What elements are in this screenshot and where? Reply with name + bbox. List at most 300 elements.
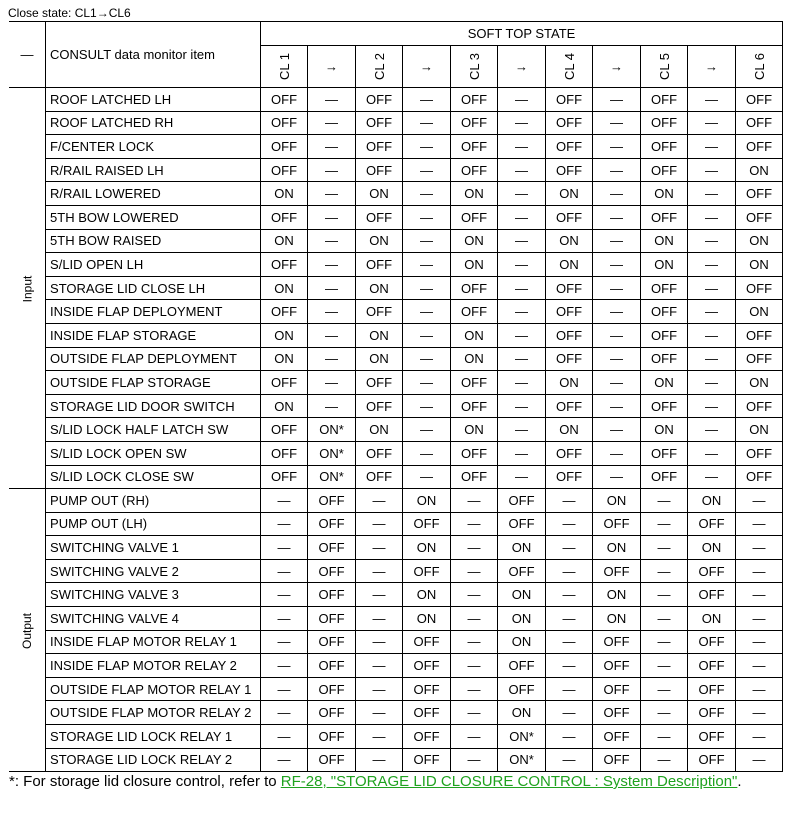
state-value-cell: — [688,111,736,135]
state-value-cell: OFF [356,205,403,229]
state-value-cell: — [308,276,356,300]
state-value-cell: — [736,512,783,536]
state-value-cell: — [546,630,593,654]
state-value-cell: OFF [261,111,308,135]
state-value-cell: — [641,630,688,654]
state-value-cell: ON [451,229,498,253]
state-value-cell: OFF [261,371,308,395]
state-value-cell: — [403,182,451,206]
state-value-cell: OFF [593,654,641,678]
state-value-cell: — [546,748,593,772]
state-value-cell: — [498,158,546,182]
state-value-cell: OFF [261,253,308,277]
state-value-cell: OFF [403,701,451,725]
state-value-cell: ON [546,182,593,206]
state-value-cell: OFF [546,88,593,112]
state-value-cell: — [356,489,403,513]
state-value-cell: — [403,347,451,371]
table-row [9,418,783,442]
state-value-cell: OFF [688,701,736,725]
state-value-cell: — [498,182,546,206]
state-value-cell: — [736,748,783,772]
state-value-cell: — [261,630,308,654]
monitor-item-name: F/CENTER LOCK [46,135,261,159]
state-value-cell: — [403,253,451,277]
state-value-cell: — [403,88,451,112]
state-value-cell: OFF [546,441,593,465]
state-value-cell: — [498,394,546,418]
state-value-cell: — [593,229,641,253]
table-row [9,394,783,418]
state-value-cell: OFF [641,276,688,300]
monitor-item-name: 5TH BOW LOWERED [46,205,261,229]
arrow-icon: → [515,59,529,74]
state-value-cell: OFF [308,701,356,725]
state-value-cell: — [308,253,356,277]
state-value-cell: — [261,654,308,678]
state-value-cell: — [356,536,403,560]
state-value-cell: — [688,158,736,182]
state-value-cell: — [308,300,356,324]
dash-header: — [9,22,46,88]
state-value-cell: ON [403,583,451,607]
state-value-cell: OFF [308,748,356,772]
state-column-header [356,46,403,88]
state-value-cell: ON [641,182,688,206]
state-value-cell: — [546,701,593,725]
state-value-cell: OFF [451,88,498,112]
table-row [9,489,783,513]
state-value-cell: — [261,583,308,607]
state-value-cell: OFF [641,465,688,489]
state-value-cell: ON [641,253,688,277]
state-value-cell: OFF [641,135,688,159]
state-value-cell: OFF [593,677,641,701]
state-value-cell: OFF [403,559,451,583]
state-value-cell: — [308,88,356,112]
state-value-cell: — [593,300,641,324]
state-value-cell: — [593,276,641,300]
state-value-cell: OFF [641,158,688,182]
state-value-cell: — [308,135,356,159]
table-row [9,536,783,560]
state-value-cell: ON [736,253,783,277]
monitor-item-name: ROOF LATCHED LH [46,88,261,112]
state-value-cell: ON [261,347,308,371]
state-value-cell: OFF [546,394,593,418]
state-value-cell: OFF [308,512,356,536]
arrow-icon: → [325,59,339,74]
monitor-item-name: PUMP OUT (LH) [46,512,261,536]
state-value-cell: — [356,630,403,654]
state-value-cell: OFF [498,677,546,701]
state-value-cell: — [688,253,736,277]
state-value-cell: — [688,441,736,465]
state-value-cell: — [308,205,356,229]
state-value-cell: — [736,489,783,513]
monitor-item-name: S/LID OPEN LH [46,253,261,277]
state-value-cell: — [403,394,451,418]
state-value-cell: — [641,748,688,772]
footnote [9,773,789,791]
system-description-link[interactable]: RF-28, "STORAGE LID CLOSURE CONTROL : System Description" [280,773,738,790]
state-value-cell: — [641,725,688,749]
state-value-cell: OFF [688,630,736,654]
state-value-cell: OFF [308,607,356,631]
table-row [9,111,783,135]
state-value-cell: — [451,654,498,678]
state-value-cell: ON [498,607,546,631]
state-value-cell: — [736,559,783,583]
state-value-cell: OFF [593,512,641,536]
state-value-cell: — [688,205,736,229]
state-value-cell: — [641,559,688,583]
monitor-item-name: INSIDE FLAP MOTOR RELAY 2 [46,654,261,678]
state-value-cell: — [498,111,546,135]
monitor-item-name: OUTSIDE FLAP MOTOR RELAY 1 [46,677,261,701]
item-header: CONSULT data monitor item [46,22,261,88]
state-value-cell: OFF [641,441,688,465]
state-value-cell: — [356,677,403,701]
state-label: CL 3 [466,53,482,80]
state-column-header [451,46,498,88]
state-column-header [736,46,783,88]
state-value-cell: — [498,135,546,159]
state-value-cell: ON [736,229,783,253]
state-value-cell: ON [641,229,688,253]
state-value-cell: — [736,536,783,560]
state-value-cell: — [498,347,546,371]
state-value-cell: — [546,725,593,749]
state-value-cell: OFF [308,677,356,701]
state-label: CL 4 [561,53,577,80]
state-value-cell: OFF [261,205,308,229]
state-value-cell: OFF [546,300,593,324]
state-value-cell: OFF [356,394,403,418]
transition-column-header [688,46,736,88]
state-value-cell: OFF [308,559,356,583]
state-value-cell: — [308,394,356,418]
state-value-cell: — [546,607,593,631]
state-value-cell: OFF [641,323,688,347]
state-value-cell: OFF [546,465,593,489]
state-value-cell: ON [688,489,736,513]
transition-column-header [308,46,356,88]
state-value-cell: — [641,677,688,701]
state-value-cell: — [403,229,451,253]
state-value-cell: ON [641,371,688,395]
state-value-cell: OFF [261,135,308,159]
state-value-cell: ON* [498,748,546,772]
state-value-cell: — [593,88,641,112]
state-value-cell: — [736,654,783,678]
state-value-cell: — [308,347,356,371]
arrow-icon: → [610,59,624,74]
arrow-icon: → [420,59,434,74]
state-value-cell: — [261,489,308,513]
state-value-cell: — [593,158,641,182]
state-value-cell: OFF [403,512,451,536]
state-value-cell: — [546,512,593,536]
table-row [9,725,783,749]
table-row [9,182,783,206]
state-value-cell: — [261,559,308,583]
state-value-cell: OFF [261,88,308,112]
monitor-item-name: R/RAIL RAISED LH [46,158,261,182]
state-value-cell: — [688,229,736,253]
state-value-cell: ON [451,347,498,371]
state-value-cell: ON [593,489,641,513]
state-value-cell: OFF [736,276,783,300]
state-value-cell: — [403,158,451,182]
transition-column-header [593,46,641,88]
state-value-cell: — [593,465,641,489]
state-value-cell: — [546,583,593,607]
monitor-item-name: STORAGE LID CLOSE LH [46,276,261,300]
consult-monitor-table [9,21,783,772]
state-value-cell: — [736,677,783,701]
monitor-item-name: OUTSIDE FLAP MOTOR RELAY 2 [46,701,261,725]
state-value-cell: OFF [593,748,641,772]
state-value-cell: ON* [498,725,546,749]
state-value-cell: — [356,559,403,583]
state-value-cell: — [641,654,688,678]
state-value-cell: — [593,371,641,395]
state-value-cell: — [451,512,498,536]
state-value-cell: — [546,489,593,513]
state-value-cell: OFF [736,394,783,418]
state-value-cell: — [403,371,451,395]
state-value-cell: — [356,512,403,536]
state-value-cell: OFF [736,323,783,347]
state-value-cell: OFF [308,489,356,513]
soft-top-state-header: SOFT TOP STATE [261,22,783,46]
state-value-cell: OFF [546,205,593,229]
state-value-cell: OFF [451,205,498,229]
state-value-cell: OFF [593,725,641,749]
state-value-cell: — [736,725,783,749]
state-label: CL 6 [751,53,767,80]
state-value-cell: — [403,135,451,159]
state-value-cell: — [356,748,403,772]
state-value-cell: OFF [641,300,688,324]
state-value-cell: OFF [451,371,498,395]
table-row [9,135,783,159]
state-value-cell: — [736,630,783,654]
state-value-cell: — [641,607,688,631]
state-value-cell: — [546,654,593,678]
state-value-cell: OFF [593,701,641,725]
state-value-cell: — [688,88,736,112]
state-value-cell: OFF [356,158,403,182]
state-value-cell: OFF [688,677,736,701]
state-value-cell: — [308,323,356,347]
state-value-cell: ON [546,229,593,253]
state-column-header [546,46,593,88]
table-row [9,677,783,701]
state-value-cell: ON [451,253,498,277]
state-value-cell: OFF [356,465,403,489]
state-value-cell: ON [356,323,403,347]
table-row [9,559,783,583]
state-value-cell: — [356,725,403,749]
state-value-cell: OFF [688,748,736,772]
state-value-cell: — [688,135,736,159]
state-value-cell: — [308,182,356,206]
state-value-cell: ON [261,323,308,347]
table-row [9,158,783,182]
monitor-item-name: SWITCHING VALVE 3 [46,583,261,607]
state-value-cell: — [403,441,451,465]
table-row [9,512,783,536]
table-row [9,607,783,631]
monitor-item-name: INSIDE FLAP DEPLOYMENT [46,300,261,324]
state-value-cell: ON [261,394,308,418]
state-value-cell: — [498,465,546,489]
table-row [9,347,783,371]
state-value-cell: — [498,276,546,300]
state-value-cell: — [736,583,783,607]
state-value-cell: — [451,701,498,725]
state-value-cell: — [546,536,593,560]
state-value-cell: OFF [403,654,451,678]
monitor-item-name: ROOF LATCHED RH [46,111,261,135]
state-value-cell: OFF [451,111,498,135]
state-value-cell: ON [593,607,641,631]
state-label: CL 5 [656,53,672,80]
state-value-cell: OFF [308,583,356,607]
state-value-cell: OFF [451,158,498,182]
footnote-suffix: . [737,773,742,790]
state-value-cell: OFF [451,276,498,300]
state-value-cell: ON [498,536,546,560]
state-value-cell: ON [593,583,641,607]
group-label: Input [20,275,35,302]
group-label-cell [9,489,46,772]
state-value-cell: OFF [403,630,451,654]
state-value-cell: ON [498,701,546,725]
state-value-cell: — [593,253,641,277]
state-column-header [261,46,308,88]
state-value-cell: ON [356,182,403,206]
state-value-cell: — [451,607,498,631]
state-value-cell: OFF [641,394,688,418]
state-value-cell: — [403,111,451,135]
table-caption: Close state: CL1→CL6 [8,6,131,20]
state-value-cell: OFF [451,394,498,418]
state-value-cell: OFF [546,323,593,347]
state-value-cell: OFF [356,300,403,324]
table-row [9,583,783,607]
monitor-item-name: S/LID LOCK CLOSE SW [46,465,261,489]
state-value-cell: OFF [308,725,356,749]
state-value-cell: — [403,205,451,229]
state-value-cell: OFF [546,111,593,135]
state-value-cell: — [736,701,783,725]
state-value-cell: OFF [641,111,688,135]
state-value-cell: — [688,276,736,300]
state-value-cell: — [403,323,451,347]
state-value-cell: — [641,536,688,560]
state-value-cell: — [403,276,451,300]
monitor-item-name: PUMP OUT (RH) [46,489,261,513]
state-value-cell: OFF [403,748,451,772]
state-value-cell: — [498,205,546,229]
state-value-cell: ON [546,418,593,442]
state-value-cell: ON [356,418,403,442]
state-value-cell: — [688,465,736,489]
state-value-cell: — [593,441,641,465]
state-value-cell: OFF [261,418,308,442]
state-value-cell: OFF [736,347,783,371]
state-value-cell: ON [688,607,736,631]
table-row [9,229,783,253]
state-value-cell: ON [403,607,451,631]
group-label: Output [20,612,35,649]
state-value-cell: OFF [356,371,403,395]
state-label: CL 2 [371,53,387,80]
state-value-cell: — [308,229,356,253]
state-value-cell: OFF [308,654,356,678]
table-row [9,654,783,678]
state-value-cell: ON [356,229,403,253]
state-value-cell: — [593,135,641,159]
state-value-cell: ON [261,182,308,206]
state-value-cell: OFF [356,441,403,465]
state-value-cell: — [688,182,736,206]
state-value-cell: OFF [451,465,498,489]
state-value-cell: — [451,748,498,772]
monitor-item-name: S/LID LOCK OPEN SW [46,441,261,465]
table-row [9,88,783,112]
state-value-cell: OFF [736,465,783,489]
state-value-cell: ON [498,583,546,607]
state-value-cell: OFF [403,725,451,749]
state-value-cell: OFF [688,725,736,749]
state-value-cell: — [641,701,688,725]
state-value-cell: OFF [736,135,783,159]
state-value-cell: — [451,583,498,607]
state-value-cell: — [736,607,783,631]
state-value-cell: — [641,583,688,607]
state-value-cell: OFF [593,630,641,654]
state-value-cell: — [498,441,546,465]
state-value-cell: — [688,418,736,442]
state-value-cell: ON [736,300,783,324]
monitor-item-name: STORAGE LID LOCK RELAY 1 [46,725,261,749]
state-value-cell: OFF [593,559,641,583]
monitor-item-name: R/RAIL LOWERED [46,182,261,206]
table-row [9,441,783,465]
state-value-cell: — [688,300,736,324]
state-value-cell: — [308,371,356,395]
state-value-cell: — [261,748,308,772]
state-value-cell: OFF [546,347,593,371]
monitor-item-name: S/LID LOCK HALF LATCH SW [46,418,261,442]
table-row [9,300,783,324]
state-value-cell: — [261,607,308,631]
state-value-cell: — [593,394,641,418]
state-value-cell: ON [736,158,783,182]
state-value-cell: — [688,323,736,347]
state-value-cell: ON [736,418,783,442]
state-value-cell: — [593,182,641,206]
state-value-cell: OFF [356,111,403,135]
state-value-cell: — [498,323,546,347]
state-value-cell: OFF [736,88,783,112]
state-value-cell: OFF [736,205,783,229]
state-value-cell: — [641,512,688,536]
